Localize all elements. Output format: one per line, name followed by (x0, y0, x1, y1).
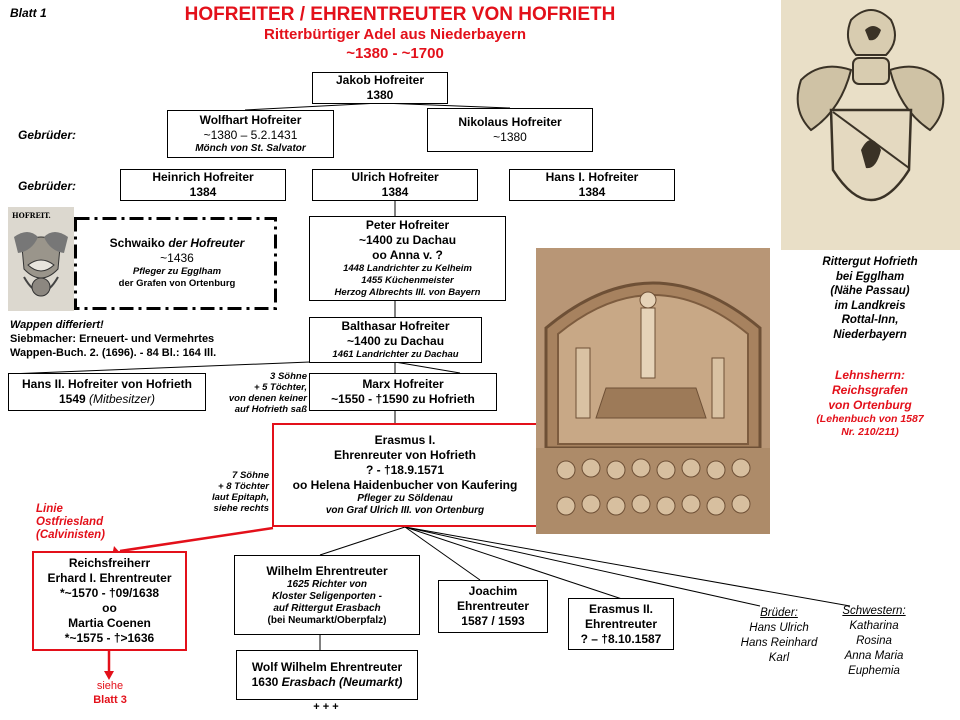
person-note: auf Rittergut Erasbach (273, 602, 381, 614)
person-note: (Mitbesitzer) (89, 392, 156, 406)
person-name: Jakob Hofreiter (335, 73, 425, 87)
person-date: ~1400 zu Dachau (346, 334, 445, 348)
person-note: 1448 Landrichter zu Kelheim (343, 263, 472, 274)
extinct-crosses: + + + (313, 701, 339, 713)
person-note: Mönch von St. Salvator (195, 143, 306, 154)
person-name-b: der Hofreuter (168, 236, 245, 250)
person-name: Erasmus I. (374, 433, 436, 447)
person-name-a: Schwaiko (109, 236, 169, 250)
person-note: Kloster Seligenporten - (271, 590, 382, 602)
marriage-symbol: oo (102, 601, 117, 615)
coat-note-line: Wappen differiert! (10, 319, 104, 331)
person-date: ~1550 - †1590 zu Hofrieth (331, 392, 475, 406)
person-date: 1380 (366, 88, 394, 102)
person-place: Erasbach (Neumarkt) (281, 675, 403, 689)
person-name: Erhard I. Ehrentreuter (47, 571, 172, 585)
person-date: *~1570 - †09/1638 (59, 586, 160, 600)
coat-note-line: Siebmacher: Erneuert- und Vermehrtes (10, 333, 215, 345)
hofrieth-coat-image (781, 0, 960, 250)
hofrieth-coat-icon (781, 0, 960, 250)
page-title: HOFREITER / EHRENTREUTER VON HOFRIETH (184, 4, 616, 25)
person-erasmus1 (272, 423, 538, 527)
note-line: Linie (36, 503, 63, 515)
person-date: ~1400 zu Dachau (358, 233, 457, 247)
see-sheet-line: Blatt 3 (93, 694, 127, 706)
note-line: 7 Söhne (232, 470, 269, 481)
coat-of-arms-icon (8, 207, 74, 311)
person-date: 1384 (189, 185, 217, 199)
note-line: 3 Söhne (270, 371, 307, 382)
coat-of-arms-image (8, 207, 74, 311)
person-date: 1587 / 1593 (461, 614, 525, 628)
epitaph-relief-image (536, 248, 770, 534)
liege-note (800, 368, 940, 439)
person-note: 1455 Küchenmeister (361, 275, 454, 286)
person-nikolaus (427, 108, 593, 152)
person-note: Herzog Albrechts III. von Bayern (334, 287, 481, 298)
note-line: Ostfriesland (36, 516, 104, 528)
page-subtitle: Ritterbürtiger Adel aus Niederbayern (263, 26, 526, 43)
person-name: Nikolaus Hofreiter (458, 115, 562, 129)
liege-line: Lehnsherrn: (834, 368, 905, 382)
note-line: von denen keiner (228, 393, 307, 404)
sister-name: Anna Maria (844, 650, 904, 662)
erasmus-children-note (194, 470, 269, 514)
page-period: ~1380 - ~1700 (346, 45, 444, 62)
person-erhard (32, 551, 187, 651)
person-name: Marx Hofreiter (362, 377, 444, 391)
epitaph-relief-icon (536, 248, 770, 534)
brothers-label: Gebrüder: (18, 128, 77, 142)
line-ostfriesland-note (36, 503, 105, 542)
sisters-list (826, 604, 922, 679)
estate-line: (Nähe Passau) (830, 285, 910, 297)
liege-line: Reichsgrafen (831, 383, 909, 397)
person-note: 1625 Richter von (286, 578, 368, 590)
person-schwaiko (74, 217, 277, 310)
person-name: Peter Hofreiter (365, 218, 450, 232)
liege-line: Nr. 210/211) (841, 426, 899, 438)
person-marx (309, 373, 497, 411)
person-date: ? – †8.10.1587 (580, 631, 662, 646)
person-note: 1461 Landrichter zu Dachau (332, 349, 459, 360)
person-name: Erasmus II. (588, 601, 654, 616)
person-joachim (438, 580, 548, 633)
person-spouse: Martia Coenen (68, 616, 151, 630)
brother-name: Hans Reinhard (740, 637, 818, 649)
person-heinrich (120, 169, 286, 201)
brothers-label: Gebrüder: (18, 179, 77, 193)
person-wilhelm (234, 555, 420, 635)
person-date: ~1380 – 5.2.1431 (203, 128, 298, 142)
person-name: Wolfhart Hofreiter (199, 113, 302, 127)
estate-line: bei Egglham (835, 270, 905, 283)
note-line: + 8 Töchter (218, 481, 269, 492)
sisters-title: Schwestern: (842, 605, 906, 617)
person-name: Hans I. Hofreiter (545, 170, 639, 184)
person-name-2: Ehrenreuter von Hofrieth (333, 448, 477, 462)
person-name: Wolf Wilhelm Ehrentreuter (251, 660, 403, 674)
sister-name: Rosina (856, 635, 892, 647)
brothers-title: Brüder: (760, 607, 798, 619)
person-ulrich (312, 169, 478, 201)
note-line: (Calvinisten) (36, 529, 106, 541)
person-date: 1384 (381, 185, 409, 199)
estate-line: Niederbayern (833, 328, 907, 341)
see-sheet-link[interactable] (86, 679, 134, 707)
person-date: 1630 (251, 675, 282, 689)
person-note: Pfleger zu Egglham (132, 266, 222, 277)
balthasar-children-note (210, 371, 307, 415)
person-hans1 (509, 169, 675, 201)
person-wolfwilhelm (236, 650, 418, 700)
person-spouse-date: *~1575 - †>1636 (64, 631, 155, 645)
person-note: Pfleger zu Söldenau (357, 493, 453, 504)
note-line: siehe rechts (213, 503, 269, 514)
person-name: Joachim (468, 584, 518, 598)
estate-line: im Landkreis (834, 299, 906, 312)
coat-caption: HOFREIT. (12, 211, 51, 220)
brothers-list (724, 606, 834, 666)
note-line: auf Hofrieth saß (234, 404, 307, 415)
estate-line: Rittergut Hofrieth (822, 256, 918, 268)
brother-name: Karl (768, 652, 790, 664)
person-date: ? - †18.9.1571 (365, 463, 445, 477)
see-sheet-line: siehe (96, 680, 124, 692)
estate-line: Rottal-Inn, (841, 314, 899, 326)
person-name: Ulrich Hofreiter (351, 170, 439, 184)
brother-name: Hans Ulrich (749, 622, 809, 634)
person-date: 1549 (58, 392, 89, 406)
sister-name: Euphemia (848, 665, 900, 677)
person-name-2: Ehrentreuter (456, 599, 530, 613)
estate-note (800, 255, 940, 342)
note-line: laut Epitaph, (212, 492, 269, 503)
sister-name: Katharina (849, 620, 899, 632)
liege-line: (Lehenbuch von 1587 (816, 413, 924, 425)
coat-note (10, 318, 216, 360)
person-name: Balthasar Hofreiter (341, 319, 450, 333)
person-note: (bei Neumarkt/Oberpfalz) (267, 614, 387, 626)
person-name: Hans II. Hofreiter von Hofrieth (21, 377, 193, 391)
person-peter (309, 216, 506, 301)
note-line: + 5 Töchter, (253, 382, 307, 393)
liege-line: von Ortenburg (828, 398, 912, 412)
person-note: der Grafen von Ortenburg (118, 278, 236, 289)
person-wolfhart (167, 110, 334, 158)
person-balthasar (309, 317, 482, 363)
person-spouse: oo Helena Haidenbucher von Kaufering (292, 478, 518, 492)
person-spouse: oo Anna v. ? (372, 248, 443, 262)
person-hans2 (8, 373, 206, 411)
person-name: Wilhelm Ehrentreuter (266, 563, 388, 578)
person-name-2: Ehrentreuter (584, 616, 658, 631)
person-jakob (312, 72, 448, 104)
person-name: Heinrich Hofreiter (152, 170, 254, 184)
person-date: ~1436 (160, 251, 194, 265)
person-date: 1384 (578, 185, 606, 199)
person-title: Reichsfreiherr (68, 556, 151, 570)
coat-note-line: Wappen-Buch. 2. (1696). - 84 Bl.: 164 Ill. (10, 347, 217, 359)
person-date: ~1380 (493, 130, 527, 144)
sheet-label: Blatt 1 (10, 6, 47, 20)
person-note: von Graf Ulrich III. von Ortenburg (325, 505, 485, 516)
person-erasmus2 (568, 598, 674, 650)
